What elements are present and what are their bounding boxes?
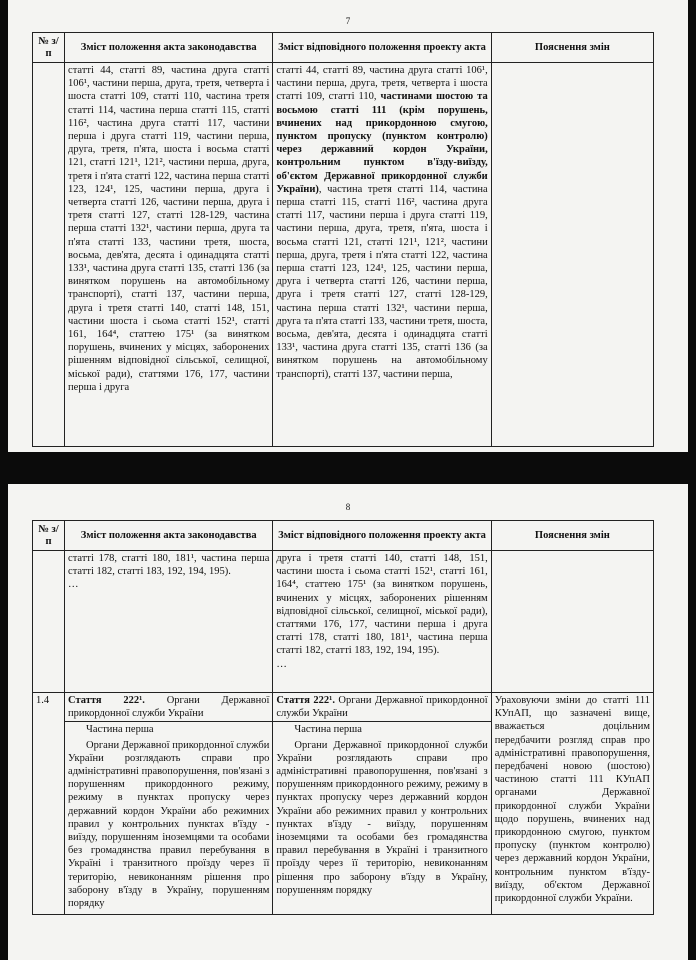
law-article-title [65, 693, 272, 722]
cell-num [33, 551, 65, 693]
law-article-name: Органи Державної прикордонної служби України [68, 695, 270, 720]
draft-part-label: Частина перша [294, 724, 362, 736]
draft-bold-amendment: частинами шостою та восьмою статті 111 (крім порушень, вчинених над прикордонною смугою, пунктом пропуску (пунктом контролю) через державний кордон України, контрольним пунктом в'їзду-виїзду, об'єктом Державної прикордонної служби України) [276, 91, 488, 195]
document-page-7 [8, 0, 688, 452]
table-header-row [33, 33, 654, 63]
draft-article-title [273, 693, 490, 722]
law-article-number: Стаття 222¹. [68, 695, 145, 706]
document-page-8 [8, 484, 688, 960]
header-explain: Пояснення змін [491, 33, 653, 63]
cell-explain: Ураховуючи зміни до статті 111 КУпАП, що зазначені вище, вважається доцільним передбачити розгляд справ про адміністративні правопорушення, передбачені новою (шостою) частиною статті 111 КУпАП органами Державної прикордонної служби України щодо порушень, вчинених над прикордонною смугою, пунктом пропуску (пунктом контролю) через державний кордон України, контрольним пунктом в'їзду-виїзду, об'єктом Державної прикордонної служби України. [491, 693, 653, 915]
cell-draft-text [273, 551, 491, 693]
header-draft: Зміст відповідного положення проекту акта [273, 33, 491, 63]
cell-explain [491, 551, 653, 693]
header-num: № з/п [33, 521, 65, 551]
header-law: Зміст положення акта законодавства [65, 521, 273, 551]
cell-draft-text [273, 693, 491, 915]
comparison-table [32, 520, 654, 915]
header-explain: Пояснення змін [491, 521, 653, 551]
page-number: 7 [345, 16, 351, 26]
draft-text-b: , частина третя статті 114, частина перша статті 115, статті 116², частина друга статті 117, частини перша і друга статті 119, частини перша, друга, третя, п'ята, шоста і восьма статті 121, статті 121¹, 121², частини перша, друга, третя і п'ята статті 122, частина перша статті 123, 124¹, 125, частини перша, друга і четверта статті 126, частини перша, друга і третя статті 127, статті 128-129, частина перша статті 132¹, частини перша, друга та п'ята статті 133, частини третя, шоста, восьма, дев'ята, десята і одинадцята статті 133¹, частина друга статті 135, статті 136 (за винятком порушень на автомобільному транспорті), статті 137, частини перша, [276, 183, 488, 380]
draft-text: друга і третя статті 140, статті 148, 151, частини шоста і сьома статті 152¹, статті 161, 164⁴, статтею 175¹ (за винятком порушень, вчинених у місцях, заборонених рішенням відповідної сільської, селищної, міської ради), статтями 176, 177, частини перша і друга статті 178, статті 180, 181¹, частина перша статті 182, статті 183, 192, 194, 195). [276, 553, 488, 657]
law-ellipsis: … [68, 579, 79, 591]
cell-explain [491, 63, 653, 447]
cell-law-text [65, 551, 273, 693]
table-row [33, 551, 654, 693]
table-row [33, 693, 654, 915]
comparison-table [32, 32, 654, 447]
draft-ellipsis: … [276, 658, 287, 670]
cell-draft-text [273, 63, 491, 447]
cell-num [33, 63, 65, 447]
draft-text-a: статті 44, статті 89, частина друга статті 106¹, частини перша, друга, третя, четверта і шоста статті 109, статті 110, [276, 65, 488, 103]
table-row [33, 63, 654, 447]
page-number: 8 [345, 502, 351, 512]
header-num: № з/п [33, 33, 65, 63]
draft-article-name: Органи Державної прикордонної служби України [276, 695, 488, 720]
cell-law-text [65, 693, 273, 915]
draft-part-text: Органи Державної прикордонної служби України розглядають справи про адміністративні правопорушення, пов'язані з порушенням прикордонного режиму, режиму в пунктах пропуску через державний кордон України або режимних правил у контрольних пунктах в'їзду - виїзду, порушенням іноземцями та особами без громадянства правил перебування в Україні і транзитного проїзду через її територію, невиконанням рішення про заборону в'їзду в Україну, порушенням порядку [276, 739, 488, 896]
cell-law-text: статті 44, статті 89, частина друга статті 106¹, частини перша, друга, третя, четверта і шоста статті 109, статті 110, частина третя статті 114, частина перша статті 115, статті 116², частина друга статті 117, частини перша і друга статті 119, частини перша, друга, третя, п'ята, шоста і восьма статті 121, статті 121¹, 121², частини перша, друга, третя і п'ята статті 122, частина перша статті 123, 124¹, 125, частини перша, друга і четверта статті 126, частини перша, друга і третя статті 127, статті 128-129, частина перша статті 132¹, частини перша, друга та п'ята статті 133, частини третя, шоста, восьма, дев'ята, десята і одинадцята статті 133¹, частина друга статті 135, статті 136 (за винятком порушень на автомобільному транспорті), статті 137, частини перша, друга і третя статті 140, статті 148, 151, частини шоста і сьома статті 152¹, статті 161, 164⁴, статтею 175¹ (за винятком порушень, вчинених у місцях, заборонених рішенням відповідної сільської, селищної, міської ради), статтями 176, 177, частини перша і друга [65, 63, 273, 447]
law-part-label: Частина перша [86, 724, 154, 736]
law-text: статті 178, статті 180, 181¹, частина перша статті 182, статті 183, 192, 194, 195). [68, 553, 270, 578]
header-draft: Зміст відповідного положення проекту акта [273, 521, 491, 551]
cell-num: 1.4 [33, 693, 65, 915]
law-part-text: Органи Державної прикордонної служби України розглядають справи про адміністративні правопорушення, пов'язані з порушенням прикордонного режиму, режиму в пунктах пропуску через державний кордон України або режимних правил у контрольних пунктах в'їзду - виїзду, порушенням іноземцями та особами без громадянства правил перебування в Україні і транзитного проїзду через її територію, невиконанням рішення про заборону в'їзду в Україну, порушенням порядку [68, 739, 270, 910]
table-header-row [33, 521, 654, 551]
header-law: Зміст положення акта законодавства [65, 33, 273, 63]
draft-article-number: Стаття 222¹. [276, 695, 335, 706]
